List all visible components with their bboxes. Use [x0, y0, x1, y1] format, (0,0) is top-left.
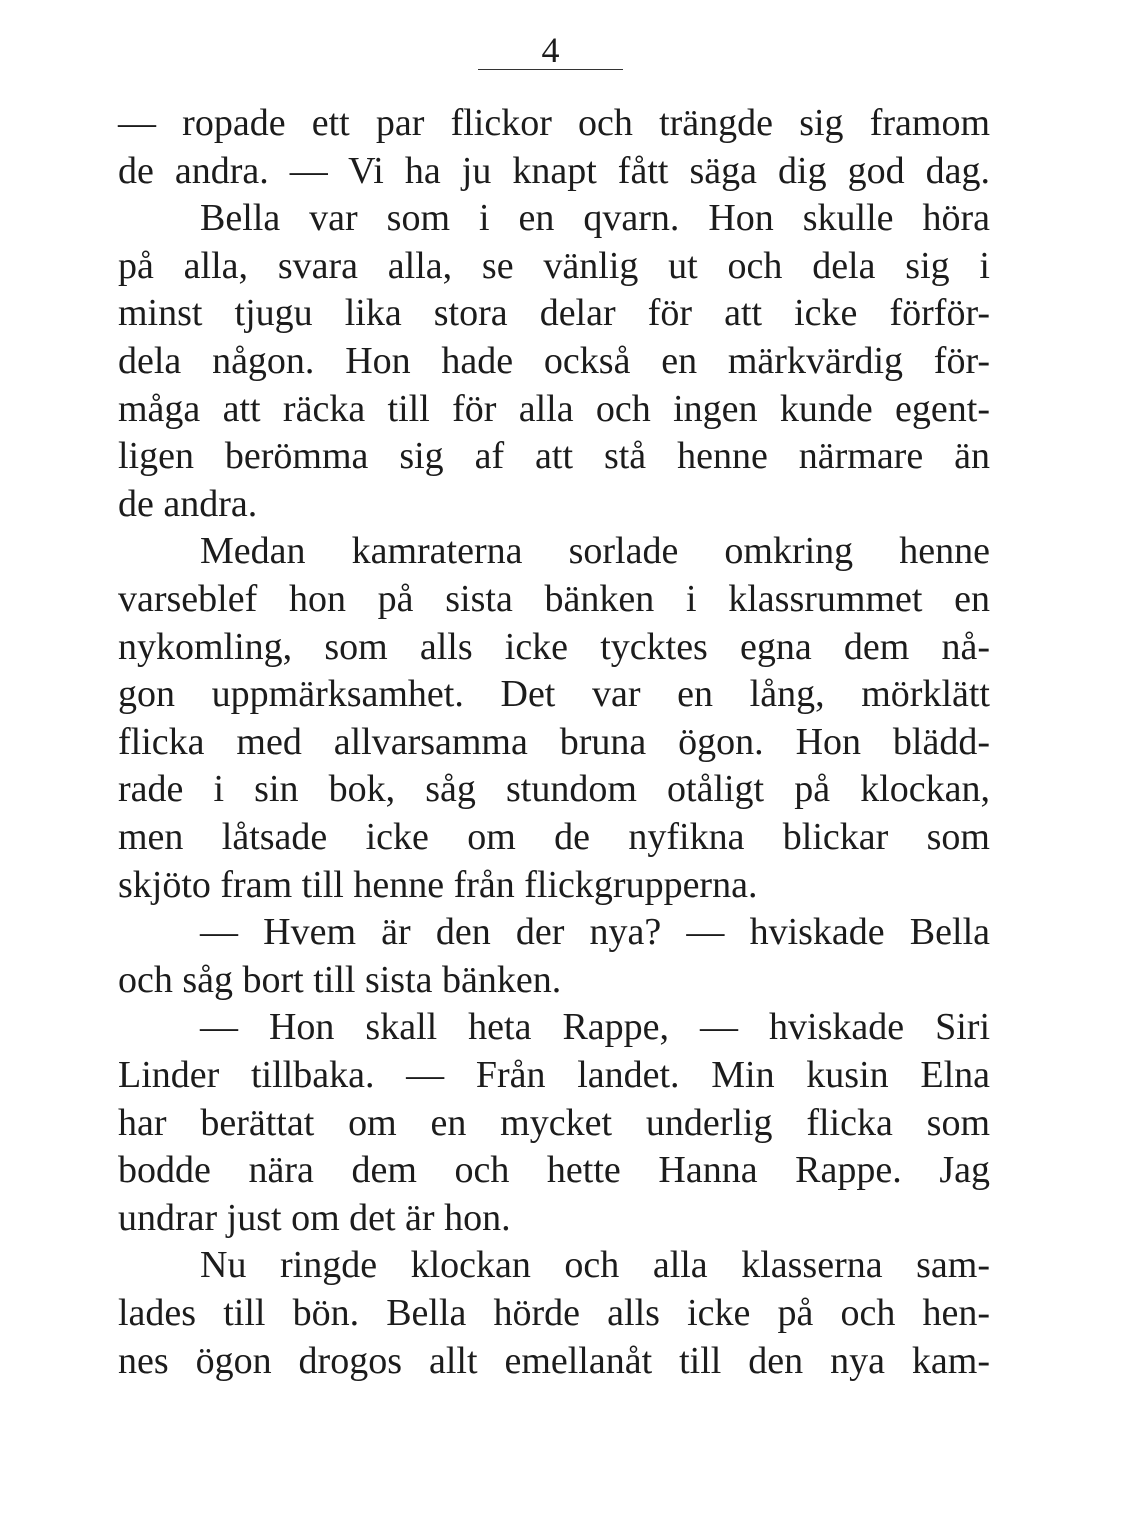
text-line: men låtsade icke om de nyfikna blickar som — [118, 816, 990, 858]
text-line: nykomling, som alls icke tycktes egna dem nå- — [118, 625, 990, 668]
text-line: har berättat om en mycket underlig flicka som — [118, 1101, 990, 1144]
text-line: varseblef hon på sista bänken i klassrummet en — [118, 578, 990, 620]
text-line: skjöto fram till henne från flickgrupperna. — [118, 863, 758, 906]
page-number-rule — [478, 69, 623, 70]
text-line: undrar just om det är hon. — [118, 1196, 511, 1239]
text-line: måga att räcka till för alla och ingen kunde egent- — [118, 387, 990, 430]
text-line: de andra. — Vi ha ju knapt fått säga dig god dag. — [118, 149, 990, 192]
text-line: rade i sin bok, såg stundom otåligt på klockan, — [118, 768, 990, 811]
text-line: bodde nära dem och hette Hanna Rappe. Jag — [118, 1149, 990, 1192]
text-line: på alla, svara alla, se vänlig ut och dela sig i — [118, 244, 990, 287]
text-line: Nu ringde klockan och alla klasserna sam- — [200, 1244, 990, 1287]
text-line: gon uppmärksamhet. Det var en lång, mörklätt — [118, 673, 990, 716]
text-line: minst tjugu lika stora delar för att icke förför- — [118, 292, 990, 335]
text-line: och såg bort till sista bänken. — [118, 958, 562, 1001]
text-line: Medan kamraterna sorlade omkring henne — [200, 530, 990, 573]
text-line: Bella var som i en qvarn. Hon skulle höra — [200, 197, 990, 240]
text-line: — Hon skall heta Rappe, — hviskade Siri — [200, 1006, 990, 1049]
text-line: Linder tillbaka. — Från landet. Min kusin Elna — [118, 1054, 990, 1096]
text-line: de andra. — [118, 482, 258, 525]
text-line: ligen berömma sig af att stå henne närmare än — [118, 435, 990, 478]
text-line: dela någon. Hon hade också en märkvärdig för- — [118, 340, 990, 382]
text-line: flicka med allvarsamma bruna ögon. Hon blädd- — [118, 720, 990, 763]
text-line: nes ögon drogos allt emellanåt till den nya kam- — [118, 1339, 990, 1382]
text-line: lades till bön. Bella hörde alls icke på och hen- — [118, 1292, 990, 1334]
page-number: 4 — [541, 30, 560, 70]
text-line: — ropade ett par flickor och trängde sig framom — [118, 102, 990, 144]
text-line: — Hvem är den der nya? — hviskade Bella — [200, 911, 990, 954]
